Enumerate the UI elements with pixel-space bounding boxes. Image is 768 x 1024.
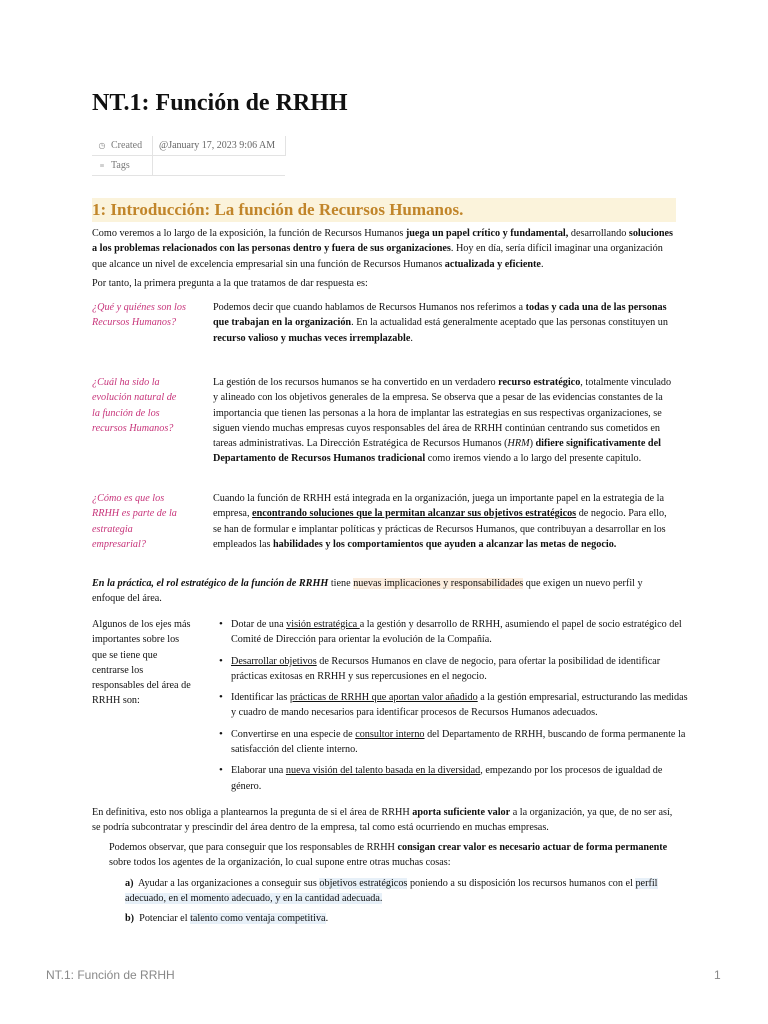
sub-text: Ayudar a las organizaciones a conseguir sus: [138, 878, 320, 889]
answer-bold: todas y cada una de las personas que trabajan en la organización: [213, 302, 667, 329]
sub-text: poniendo a su disposición los recursos humanos con el: [407, 878, 636, 889]
answer-3: [213, 491, 676, 552]
answer-text: como iremos viendo a lo largo del presente capitulo.: [425, 453, 642, 465]
practice-highlight: nuevas implicaciones y responsabilidades: [353, 578, 524, 589]
footer-title: NT.1: Función de RRHH: [46, 968, 175, 982]
question-1: ¿Qué y quiénes son los Recursos Humanos?: [92, 302, 186, 329]
sub-text: Potenciar el: [139, 913, 191, 924]
answer-bold: encontrando soluciones que la permitan alcanzar sus objetivos estratégicos: [252, 508, 577, 520]
answer-bold: recurso valioso y muchas veces irremplazable: [213, 332, 411, 344]
item-text: del Departamento de RRHH, buscando de forma permanente la satisfacción del cliente interno.: [231, 728, 686, 756]
conclusion-text: En definitiva, esto nos obliga a plantearnos la pregunta de si el área de RRHH: [92, 807, 413, 818]
item-text: a la gestión y desarrollo de RRHH, asumiendo el papel de socio estratégico del Comité de Dirección para orientar la evolución de la Compañía.: [231, 619, 682, 646]
intro-text: Como veremos a lo largo de la exposición, la función de Recursos Humanos: [92, 228, 406, 239]
sub-highlight: perfil adecuado, en el momento adecuado, y en la cantidad adecuada.: [125, 878, 658, 905]
list-item: [231, 617, 694, 648]
item-text: Identificar las: [231, 692, 290, 704]
properties-table: [92, 136, 286, 176]
sub-letter: b): [125, 913, 135, 924]
item-text: a la gestión empresarial, estructurando las medidas y cuadro de mando necesarios para identificar procesos de Recursos Humanos adecuados.: [231, 692, 688, 719]
intro-text: desarrollando: [568, 228, 629, 239]
sub-highlight: objetivos estratégicos: [319, 878, 408, 889]
created-label: Created: [111, 140, 143, 151]
question-3: ¿Cómo es que los RRHH es parte de la estrategia empresarial?: [92, 493, 177, 550]
item-text: Convertirse en una especie de: [231, 728, 356, 740]
created-property: [92, 136, 153, 156]
item-underline: Desarrollar objetivos: [231, 655, 317, 667]
item-underline: prácticas de RRHH que aportan valor añadido: [289, 692, 478, 704]
observe-text: sobre todos los agentes de la organización, lo cual supone entre otras muchas cosas:: [109, 857, 451, 869]
tags-label: Tags: [111, 160, 130, 171]
axes-label: Algunos de los ejes más importantes sobre los que se tiene que centrarse los responsables del área de RRHH son:: [92, 619, 191, 707]
answer-bold: difiere significativamente del Departamento de Recursos Humanos tradicional: [213, 438, 661, 465]
list-item: [231, 727, 694, 758]
question-2: ¿Cuál ha sido la evolución natural de la función de los recursos Humanos?: [92, 377, 177, 434]
item-text: de Recursos Humanos en clave de negocio, para ofertar la posibilidad de identificar prácticas exitosas en RRHH y sus repercusiones en el negocio.: [231, 655, 661, 682]
list-item: [231, 690, 694, 721]
intro-text: .: [540, 258, 544, 270]
tags-property: [92, 156, 153, 176]
observe-text: Podemos observar, que para conseguir que los responsables de RRHH: [109, 842, 398, 853]
item-text: , empezando por los procesos de igualdad de género.: [231, 765, 663, 792]
answer-text: ): [529, 438, 536, 450]
clock-icon: ◷: [98, 141, 106, 150]
practice-paragraph: [92, 576, 676, 607]
practice-text: tiene: [328, 578, 354, 589]
practice-bold-italic: En la práctica, el rol estratégico de la función de RRHH: [92, 578, 329, 589]
tags-value[interactable]: [153, 156, 286, 176]
sub-text: .: [325, 913, 329, 924]
item-underline: visión estratégica: [286, 619, 360, 630]
page-number: 1: [714, 968, 721, 982]
item-text: Elaborar una: [231, 765, 286, 777]
answer-1: [213, 300, 676, 346]
intro-bold: actualizada y eficiente: [444, 258, 541, 270]
intro-paragraph: [92, 226, 676, 272]
answer-italic: HRM: [507, 438, 530, 450]
item-underline: nueva visión del talento basada en la diversidad: [285, 765, 481, 777]
conclusion-bold: aporta suficiente valor: [412, 807, 511, 818]
lead-paragraph: Por tanto, la primera pregunta a la que tratamos de dar respuesta es:: [92, 278, 368, 289]
answer-text: Podemos decir que cuando hablamos de Recursos Humanos nos referimos a: [213, 302, 526, 313]
created-value[interactable]: @January 17, 2023 9:06 AM: [153, 136, 286, 156]
list-item: [231, 763, 694, 794]
intro-bold: juega un papel crítico y fundamental,: [405, 228, 569, 239]
sub-item-b: [125, 911, 676, 926]
practice-text: que exigen un nuevo perfil y enfoque del área.: [92, 578, 643, 605]
axes-list: [213, 617, 694, 800]
item-underline: consultor interno: [355, 728, 425, 740]
sub-letter: a): [125, 878, 134, 889]
conclusion-paragraph: [92, 805, 676, 836]
answer-text: . En la actualidad está generalmente aceptado que las personas constituyen un: [351, 317, 668, 329]
section-heading: 1: Introducción: La función de Recursos Humanos.: [92, 198, 676, 222]
page-title: NT.1: Función de RRHH: [92, 90, 348, 116]
answer-2: [213, 375, 676, 467]
answer-text: de negocio. Para ello, se han de formular e implantar políticas y prácticas de Recursos Humanos, que contribuyan a desarrollar en los empleados las: [213, 508, 667, 550]
sub-item-a: [125, 876, 676, 907]
answer-text: La gestión de los recursos humanos se ha convertido en un verdadero: [213, 377, 499, 388]
list-icon: ≡: [99, 161, 105, 170]
answer-bold: habilidades y los comportamientos que ayuden a alcanzar las metas de negocio.: [272, 538, 617, 550]
observe-bold: consigan crear valor es necesario actuar de forma permanente: [397, 842, 668, 853]
conclusion-text: a la organización, ya que, de no ser así, se podría subcontratar y prescindir del área dentro de la empresa, tal como está ocurriendo en muchas empresas.: [92, 807, 673, 834]
observe-paragraph: [109, 840, 676, 871]
answer-text: Cuando la función de RRHH está integrada en la organización, juega un importante papel en la estrategia de la empresa,: [213, 493, 665, 520]
answer-text: .: [410, 332, 413, 344]
sub-highlight: talento como ventaja competitiva: [190, 913, 326, 924]
item-text: Dotar de una: [231, 619, 287, 630]
list-item: [231, 654, 694, 685]
answer-bold: recurso estratégico: [498, 377, 581, 388]
intro-text: . Hoy en día, sería difícil imaginar una organización que alcance un nivel de excelencia empresarial sin una función de Recursos Humanos: [92, 243, 663, 270]
answer-text: , totalmente vinculado y alineado con los objetivos generales de la empresa. Se observa que a pesar de las evidencias constantes de la importancia que tienen las personas a la hora de implantar las estrategias en sus respectivas organizaciones, se siguen viendo muchas empresas cuyos responsables del área de RRHH continúan centrando sus cometidos en tareas administrativas. La Dirección Estratégica de Recursos Humanos (: [213, 377, 672, 450]
intro-bold: soluciones a los problemas relacionados con las personas dentro y fuera de sus organizaciones: [92, 228, 674, 255]
